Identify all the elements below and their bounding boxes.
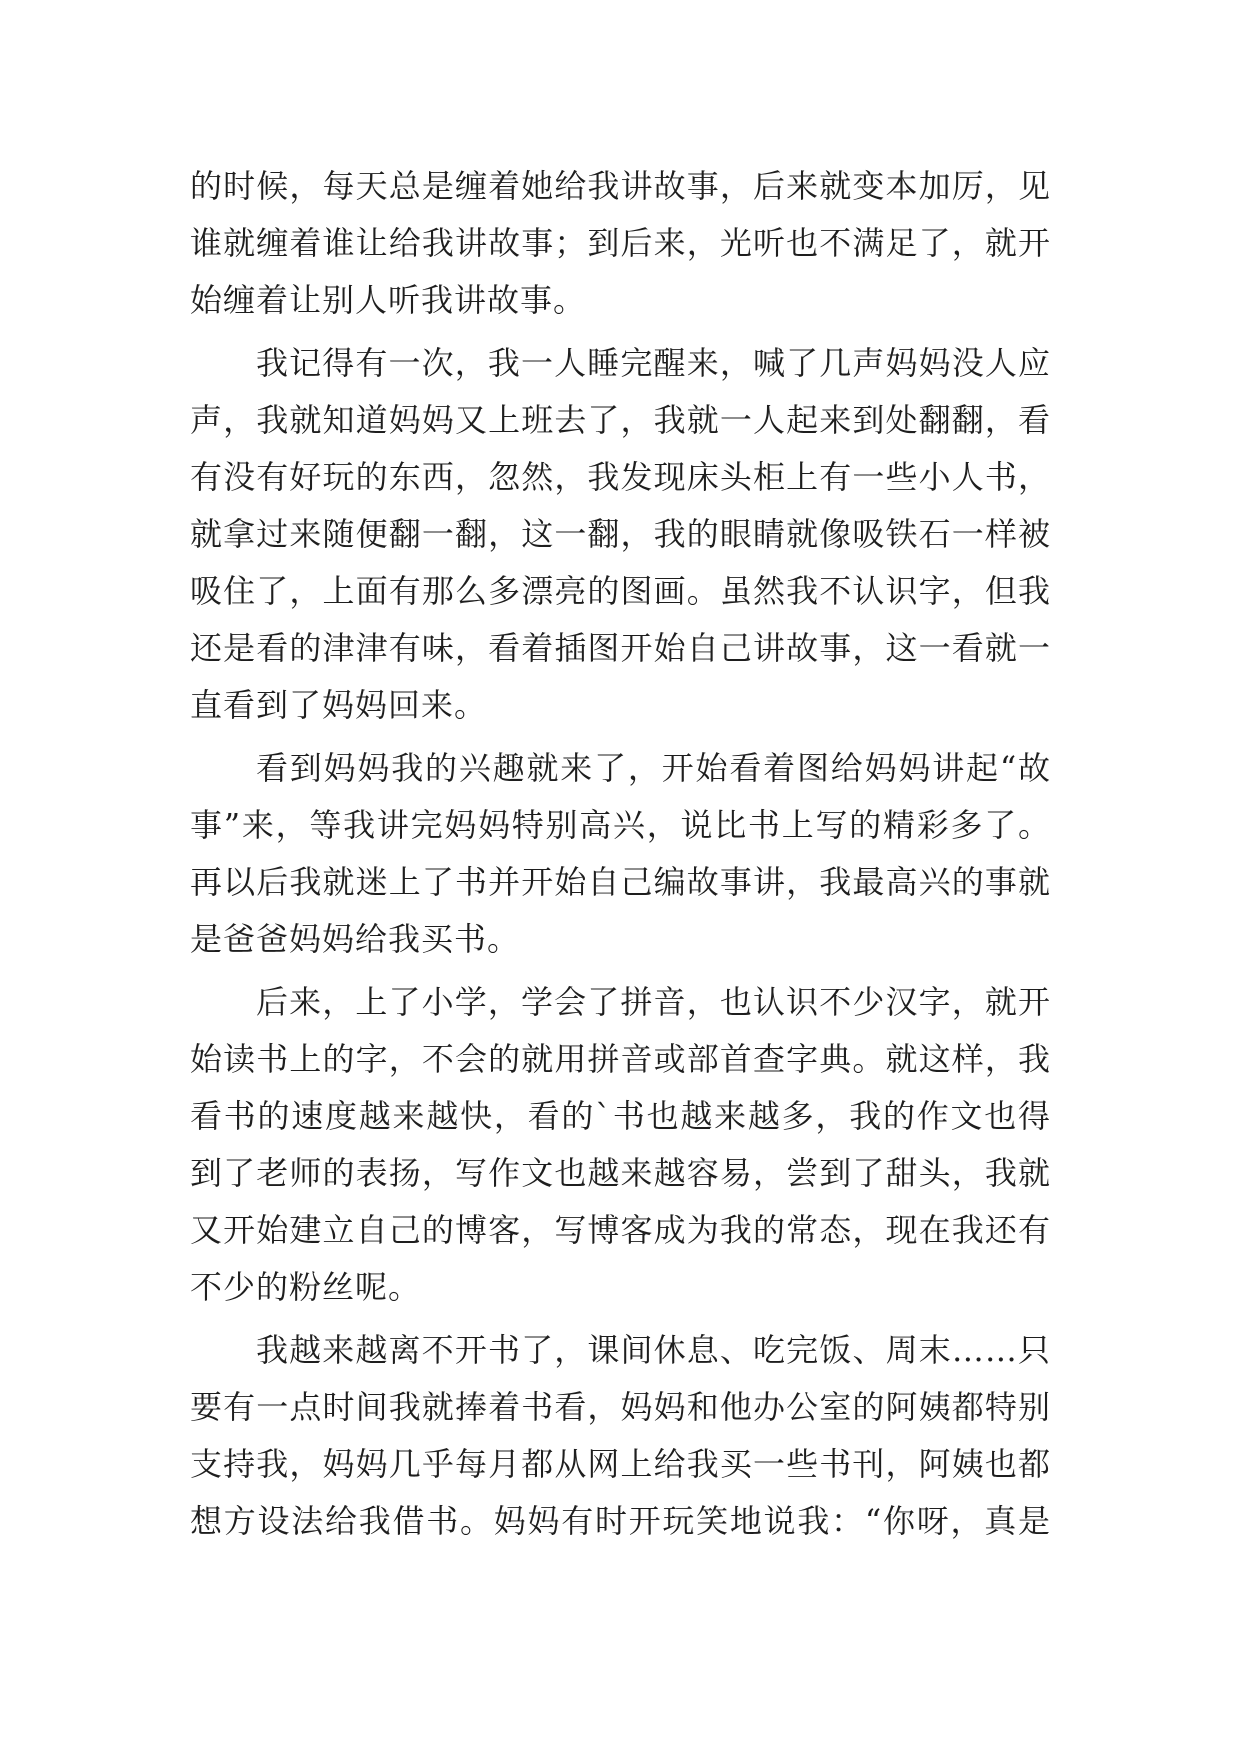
paragraph bbox=[190, 158, 1051, 329]
text-line: 后来，上了小学，学会了拼音，也认识不少汉字，就开 bbox=[256, 983, 1051, 1021]
text-line: 直看到了妈妈回来。 bbox=[190, 686, 488, 724]
text-line: 又开始建立自己的博客，写博客成为我的常态，现在我还有 bbox=[190, 1211, 1051, 1249]
text-line: 支持我，妈妈几乎每月都从网上给我买一些书刊，阿姨也都 bbox=[190, 1445, 1051, 1483]
paragraph bbox=[190, 335, 1051, 734]
text-line: 不少的粉丝呢。 bbox=[190, 1268, 422, 1306]
text-line: 事”来，等我讲完妈妈特别高兴，说比书上写的精彩多了。 bbox=[190, 806, 1051, 844]
text-line: 到了老师的表扬，写作文也越来越容易，尝到了甜头，我就 bbox=[190, 1154, 1051, 1192]
text-line: 的时候，每天总是缠着她给我讲故事，后来就变本加厉，见 bbox=[190, 167, 1051, 205]
text-line: 要有一点时间我就捧着书看，妈妈和他办公室的阿姨都特别 bbox=[190, 1388, 1051, 1426]
text-line: 还是看的津津有味，看着插图开始自己讲故事，这一看就一 bbox=[190, 629, 1051, 667]
body-text bbox=[190, 158, 1051, 1550]
text-line: 我越来越离不开书了，课间休息、吃完饭、周末……只 bbox=[256, 1331, 1051, 1369]
text-line: 始读书上的字，不会的就用拼音或部首查字典。就这样，我 bbox=[190, 1040, 1051, 1078]
text-line: 看书的速度越来越快，看的`书也越来越多，我的作文也得 bbox=[190, 1097, 1051, 1135]
paragraph bbox=[190, 1322, 1051, 1550]
text-line: 就拿过来随便翻一翻，这一翻，我的眼睛就像吸铁石一样被 bbox=[190, 515, 1051, 553]
paragraph bbox=[190, 740, 1051, 968]
text-line: 吸住了，上面有那么多漂亮的图画。虽然我不认识字，但我 bbox=[190, 572, 1051, 610]
paragraph bbox=[190, 974, 1051, 1316]
text-line: 始缠着让别人听我讲故事。 bbox=[190, 281, 587, 319]
text-line: 再以后我就迷上了书并开始自己编故事讲，我最高兴的事就 bbox=[190, 863, 1051, 901]
text-line: 想方设法给我借书。妈妈有时开玩笑地说我：“你呀，真是 bbox=[190, 1502, 1051, 1540]
text-line: 谁就缠着谁让给我讲故事；到后来，光听也不满足了，就开 bbox=[190, 224, 1051, 262]
text-line: 我记得有一次，我一人睡完醒来，喊了几声妈妈没人应 bbox=[256, 344, 1051, 382]
text-line: 看到妈妈我的兴趣就来了，开始看着图给妈妈讲起“故 bbox=[256, 749, 1051, 787]
text-line: 是爸爸妈妈给我买书。 bbox=[190, 920, 521, 958]
text-line: 声，我就知道妈妈又上班去了，我就一人起来到处翻翻，看 bbox=[190, 401, 1051, 439]
text-line: 有没有好玩的东西，忽然，我发现床头柜上有一些小人书， bbox=[190, 458, 1051, 496]
